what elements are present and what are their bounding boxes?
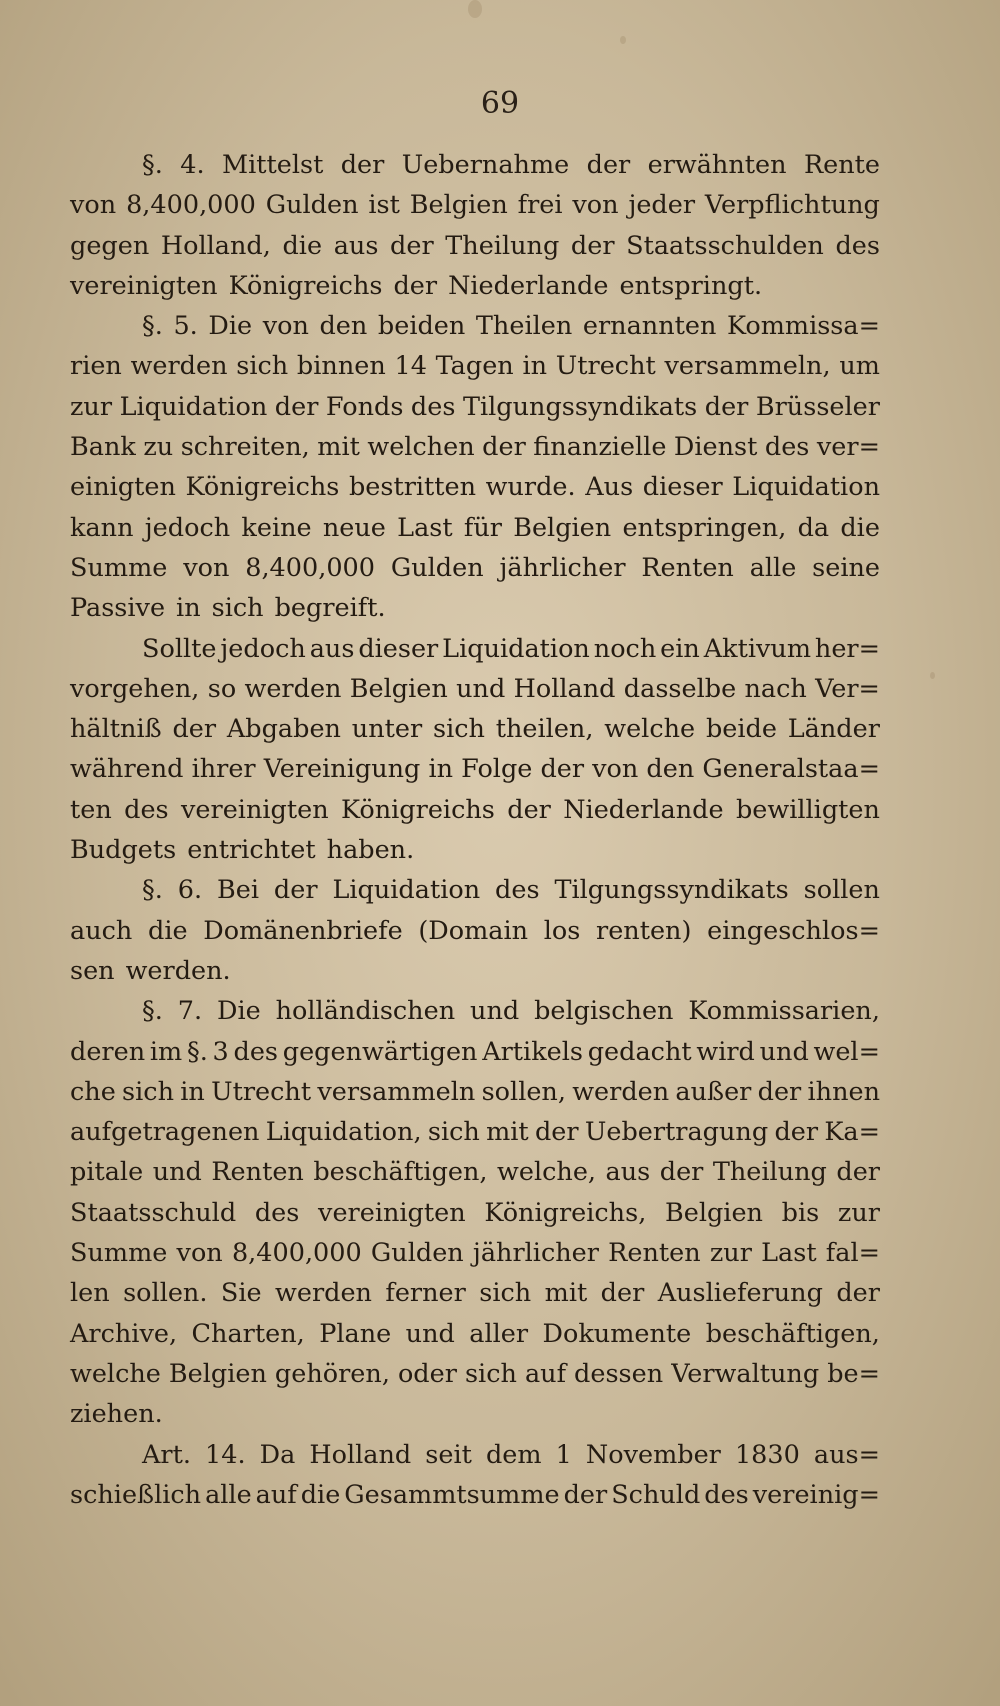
text-line: Staatsschuld des vereinigten Königreichs, Belgien bis zur [70,1197,880,1228]
stain-mark [468,0,482,18]
text-line: ten des vereinigten Königreichs der Niederlande bewilligten [70,794,880,825]
text-line: zur Liquidation der Fonds des Tilgungssyndikats der Brüsseler [70,391,880,422]
text-line: len sollen. Sie werden ferner sich mit der Auslieferung der [70,1278,880,1309]
text-line: Summe von 8,400,000 Gulden jährlicher Renten zur Last fal= [70,1238,880,1269]
page-number: 69 [480,86,520,121]
text-line: §. 4. Mittelst der Uebernahme der erwähnten Rente [142,150,880,180]
text-line: schießlich alle auf die Gesammtsumme der Schuld des vereinig= [70,1479,880,1510]
text-line: welche Belgien gehören, oder sich auf dessen Verwaltung be= [70,1358,880,1389]
text-line: §. 7. Die holländischen und belgischen Kommissarien, [142,996,880,1027]
text-line: Passive in sich begreift. [70,593,386,624]
text-line: während ihrer Vereinigung in Folge der von den Generalstaa= [70,754,880,785]
text-line: vorgehen, so werden Belgien und Holland dasselbe nach Ver= [70,673,880,704]
text-line: che sich in Utrecht versammeln sollen, werden außer der ihnen [70,1076,880,1107]
text-line: von 8,400,000 Gulden ist Belgien frei von jeder Verpflichtung [70,190,880,221]
text-line: vereinigten Königreichs der Niederlande entspringt. [70,270,763,301]
text-line: hältniß der Abgaben unter sich theilen, welche beide Länder [70,714,880,745]
text-line: einigten Königreichs bestritten wurde. Aus dieser Liquidation [70,472,880,503]
text-line: deren im §. 3 des gegenwärtigen Artikels gedacht wird und wel= [70,1036,880,1067]
body-text [70,145,880,1515]
text-line: Budgets entrichtet haben. [70,835,415,866]
text-line: kann jedoch keine neue Last für Belgien entspringen, da die [70,512,880,543]
text-line: Sollte jedoch aus dieser Liquidation noch ein Aktivum her= [142,633,880,664]
text-line: pitale und Renten beschäftigen, welche, aus der Theilung der [70,1157,880,1188]
text-line: sen werden. [70,955,231,986]
text-line: aufgetragenen Liquidation, sich mit der Uebertragung der Ka= [70,1117,880,1148]
text-line: Art. 14. Da Holland seit dem 1 November 1830 aus= [142,1439,880,1470]
stain-mark [930,672,935,679]
text-line: auch die Domänenbriefe (Domain los renten) eingeschlos= [70,915,880,946]
text-line: rien werden sich binnen 14 Tagen in Utrecht versammeln, um [70,351,880,382]
text-line: Archive, Charten, Plane und aller Dokumente beschäftigen, [70,1318,880,1349]
text-line: ziehen. [70,1399,163,1430]
stain-mark [620,36,626,44]
text-line: §. 6. Bei der Liquidation des Tilgungssyndikats sollen [142,875,880,906]
text-line: Bank zu schreiten, mit welchen der finanzielle Dienst des ver= [70,432,880,463]
text-line: §. 5. Die von den beiden Theilen ernannten Kommissa= [142,311,880,342]
text-line: Summe von 8,400,000 Gulden jährlicher Renten alle seine [70,552,880,583]
text-line: gegen Holland, die aus der Theilung der Staatsschulden des [70,230,880,261]
